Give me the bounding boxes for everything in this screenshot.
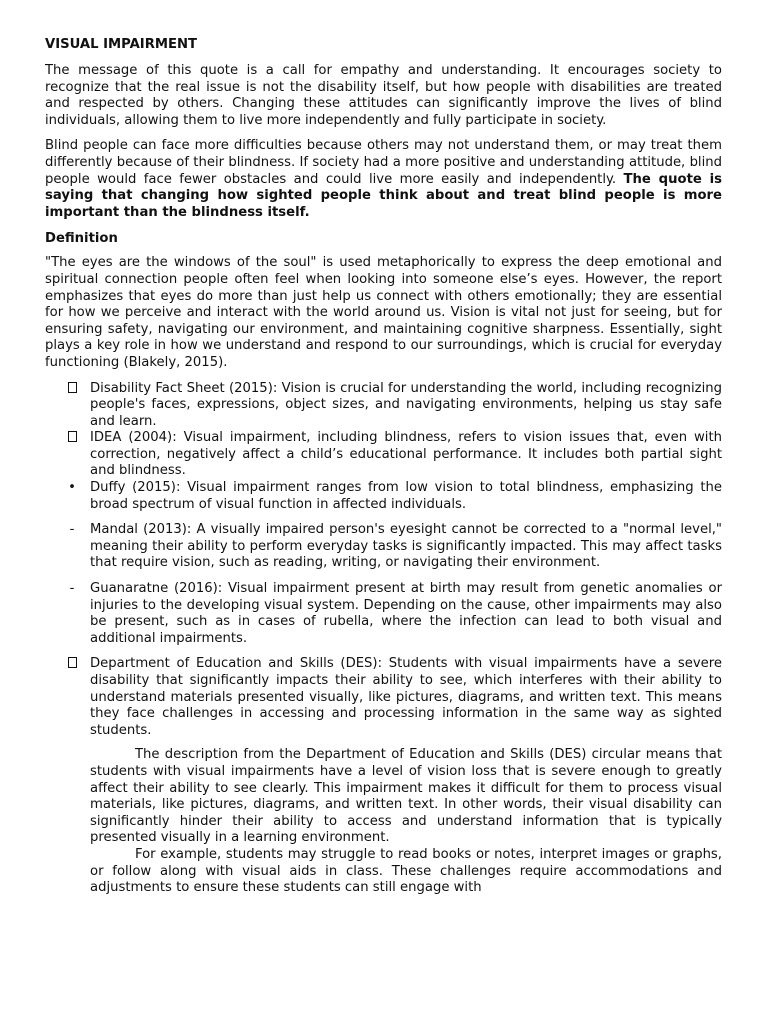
list-item-text: Guanaratne (2016): Visual impairment present at birth may result from genetic anomalies or injuries to the developing visual system. Depending on the cause, other impairments may also be present, such as in cases of rubella, where the infection can lead to both visual and additional impairments. — [90, 581, 722, 646]
checkbox-bullet-icon — [65, 430, 79, 447]
definition-heading: Definition — [45, 231, 118, 247]
list-item — [45, 656, 722, 739]
list-item — [45, 581, 722, 647]
second-paragraph — [45, 138, 722, 221]
checkbox-bullet-icon — [65, 656, 79, 673]
second-paragraph-bold: The quote is saying that changing how sighted people think about and treat blind people is more important than the blindness itself. — [45, 171, 722, 220]
indented-paragraph: The description from the Department of Education and Skills (DES) circular means that students with visual impairments have a level of vision loss that is severe enough to greatly affect their ability to see clearly. This impairment makes it difficult for them to process visual materials, like pictures, diagrams, and written text. In other words, their visual disability can significantly hinder their ability to access and understand information that is typically presented visually in a learning environment. — [90, 747, 722, 846]
list-item-text: Duffy (2015): Visual impairment ranges from low vision to total blindness, emphasizing the broad spectrum of visual function in affected individuals. — [90, 480, 722, 512]
list-item-text: IDEA (2004): Visual impairment, including blindness, refers to vision issues that, even with correction, negatively affect a child’s educational performance. It includes both partial sight and blindness. — [90, 430, 722, 479]
document-page — [45, 36, 722, 897]
list-item-text: Department of Education and Skills (DES): Students with visual impairments have a severe disability that significantly impacts their ability to see, which interferes with their ability to understand materials presented visually, like pictures, diagrams, and written text. This means they face challenges in accessing and processing information in the same way as sighted students. — [90, 656, 722, 738]
definition-paragraph: "The eyes are the windows of the soul" is used metaphorically to express the deep emotional and spiritual connection people often feel when looking into someone else’s eyes. However, the report emphasizes that eyes do more than just help us connect with others emotionally; they are essential for how we perceive and interact with the world around us. Vision is vital not just for seeing, but for ensuring safety, navigating our environment, and maintaining cognitive sharpness. Essentially, sight plays a key role in how we understand and respond to our surroundings, which is crucial for everyday functioning (Blakely, 2015). — [45, 255, 722, 370]
indented-paragraph: For example, students may struggle to read books or notes, interpret images or graphs, or follow along with visual aids in class. These challenges require accommodations and adjustments to ensure these students can still engage with — [90, 846, 722, 896]
definition-list — [45, 381, 722, 740]
bullet-dot-icon — [65, 480, 79, 497]
list-item-text: Disability Fact Sheet (2015): Vision is crucial for understanding the world, including recognizing people's faces, expressions, object sizes, and navigating environments, helping us stay safe and learn. — [90, 380, 722, 429]
checkbox-bullet-icon — [65, 381, 79, 398]
list-item — [45, 430, 722, 480]
dash-bullet-icon — [65, 581, 79, 598]
list-item-text: Mandal (2013): A visually impaired person's eyesight cannot be corrected to a "normal level," meaning their ability to perform everyday tasks is significantly impacted. This may affect tasks that require vision, such as reading, writing, or navigating their environment. — [90, 522, 722, 571]
intro-paragraph: The message of this quote is a call for empathy and understanding. It encourages society to recognize that the real issue is not the disability itself, but how people with disabilities are treated and respected by others. Changing these attitudes can significantly improve the lives of blind individuals, allowing them to live more independently and fully participate in society. — [45, 63, 722, 128]
list-item — [45, 381, 722, 431]
list-item — [45, 522, 722, 572]
indented-section — [45, 747, 722, 896]
second-paragraph-text: Blind people can face more difficulties because others may not understand them, or may treat them differently because of their blindness. If society had a more positive and understanding attitude, blind people would face fewer obstacles and could live more easily and independently. — [45, 138, 722, 187]
list-item — [45, 480, 722, 513]
document-title: VISUAL IMPAIRMENT — [45, 37, 198, 52]
dash-bullet-icon — [65, 522, 79, 539]
